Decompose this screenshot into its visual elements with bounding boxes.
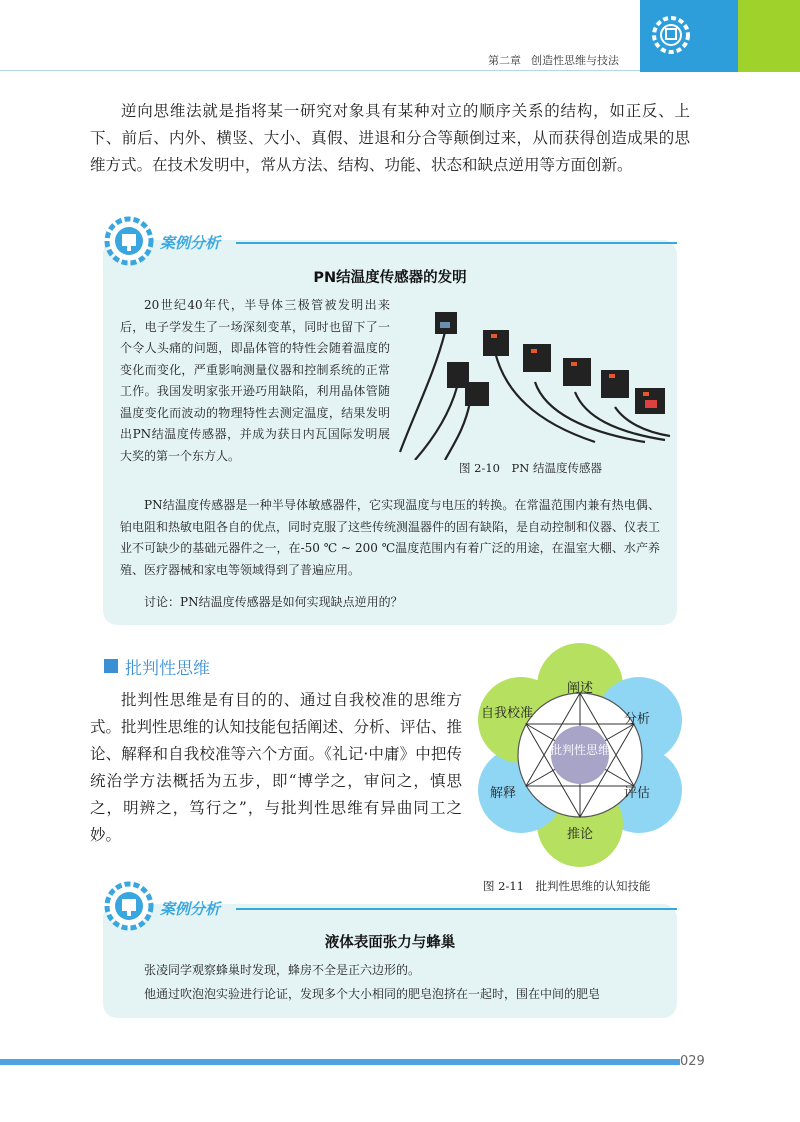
figure-2-10-caption: 图 2-10 PN 结温度传感器 (459, 461, 602, 475)
running-header (488, 52, 629, 68)
case-title-2: 液体表面张力与蜂巢 (324, 935, 456, 951)
section-title: 批判性思维 (125, 659, 210, 679)
petal-label-interpret: 解释 (489, 786, 516, 801)
header-rule (0, 70, 640, 71)
chapter-title: 创造性思维与技法 (531, 54, 619, 67)
petal-label-analyze: 分析 (623, 712, 650, 727)
page-number: 029 (680, 1054, 705, 1069)
section-paragraph: 批判性思维是有目的的、通过自我校准的思维方式。批判性思维的认知技能包括阐述、分析、评估、推论、解释和自我校准等六个方面。《礼记·中庸》中把传统治学方法概括为五步，即“博学之，审问之，慎思之，明辨之，笃行之”，与批判性思维有异曲同工之妙。 (90, 691, 463, 844)
figure-2-11-caption: 图 2-11 批判性思维的认知技能 (483, 879, 651, 893)
case-analysis-gear-icon-2 (103, 880, 163, 932)
case-analysis-label-1: 案例分析 (160, 234, 221, 252)
petal-label-evaluate: 评估 (623, 786, 650, 801)
petal-label-self-calibrate: 自我校准 (480, 706, 533, 721)
case-title-1: PN结温度传感器的发明 (313, 270, 467, 286)
case-rule-2 (236, 908, 677, 910)
case1-discussion: 讨论：PN结温度传感器是如何实现缺点逆用的？ (144, 595, 403, 609)
case2-line-2: 他通过吹泡泡实验进行论证，发现多个大小相同的肥皂泡挤在一起时，围在中间的肥皂 (144, 987, 601, 1001)
petal-label-infer: 推论 (566, 827, 593, 842)
case1-paragraph-2: PN结温度传感器是一种半导体敏感器件，它实现温度与电压的转换。在常温范围内兼有热电偶、铂电阻和热敏电阻各自的优点，同时克服了这些传统测温器件的固有缺陷，是自动控制和仪器、仪表工业不可缺少的基础元器件之一，在-50 ℃ ~ 200 ℃温度范围内有着广泛的用途，在温室大棚、水产养殖、医疗器械和家电等领域得到了普遍应用。 (120, 498, 661, 577)
footer-bar (0, 1059, 680, 1065)
case-analysis-label-2: 案例分析 (160, 900, 221, 918)
pn-sensor-illustration (395, 292, 670, 460)
gear-logo-icon (646, 10, 696, 60)
case2-line-1: 张凌同学观察蜂巢时发现，蜂房不全是正六边形的。 (144, 963, 421, 977)
petal-label-explain: 阐述 (566, 681, 593, 696)
diagram-center-label: 批判性思维 (550, 743, 611, 757)
case-rule-1 (236, 242, 677, 244)
chapter-number: 第二章 (488, 54, 521, 67)
header-green-block (738, 0, 800, 72)
case-analysis-gear-icon (103, 215, 163, 267)
section-marker (104, 659, 118, 673)
intro-paragraph: 逆向思维法就是指将某一研究对象具有某种对立的顺序关系的结构，如正反、上下、前后、内外、横竖、大小、真假、进退和分合等颠倒过来，从而获得创造成果的思维方式。在技术发明中，常从方法、结构、功能、状态和缺点逆用等方面创新。 (90, 102, 690, 174)
case1-paragraph-1: 20世纪40年代，半导体三极管被发明出来后，电子学发生了一场深刻变革，同时也留下了一个令人头痛的问题，即晶体管的特性会随着温度的变化而变化，严重影响测量仪器和控制系统的正常工作。我国发明家张开逊巧用缺陷，利用晶体管随温度变化而波动的物理特性去测定温度，结果发明出PN结温度传感器，并成为获日内瓦国际发明展大奖的第一个东方人。 (120, 298, 390, 463)
